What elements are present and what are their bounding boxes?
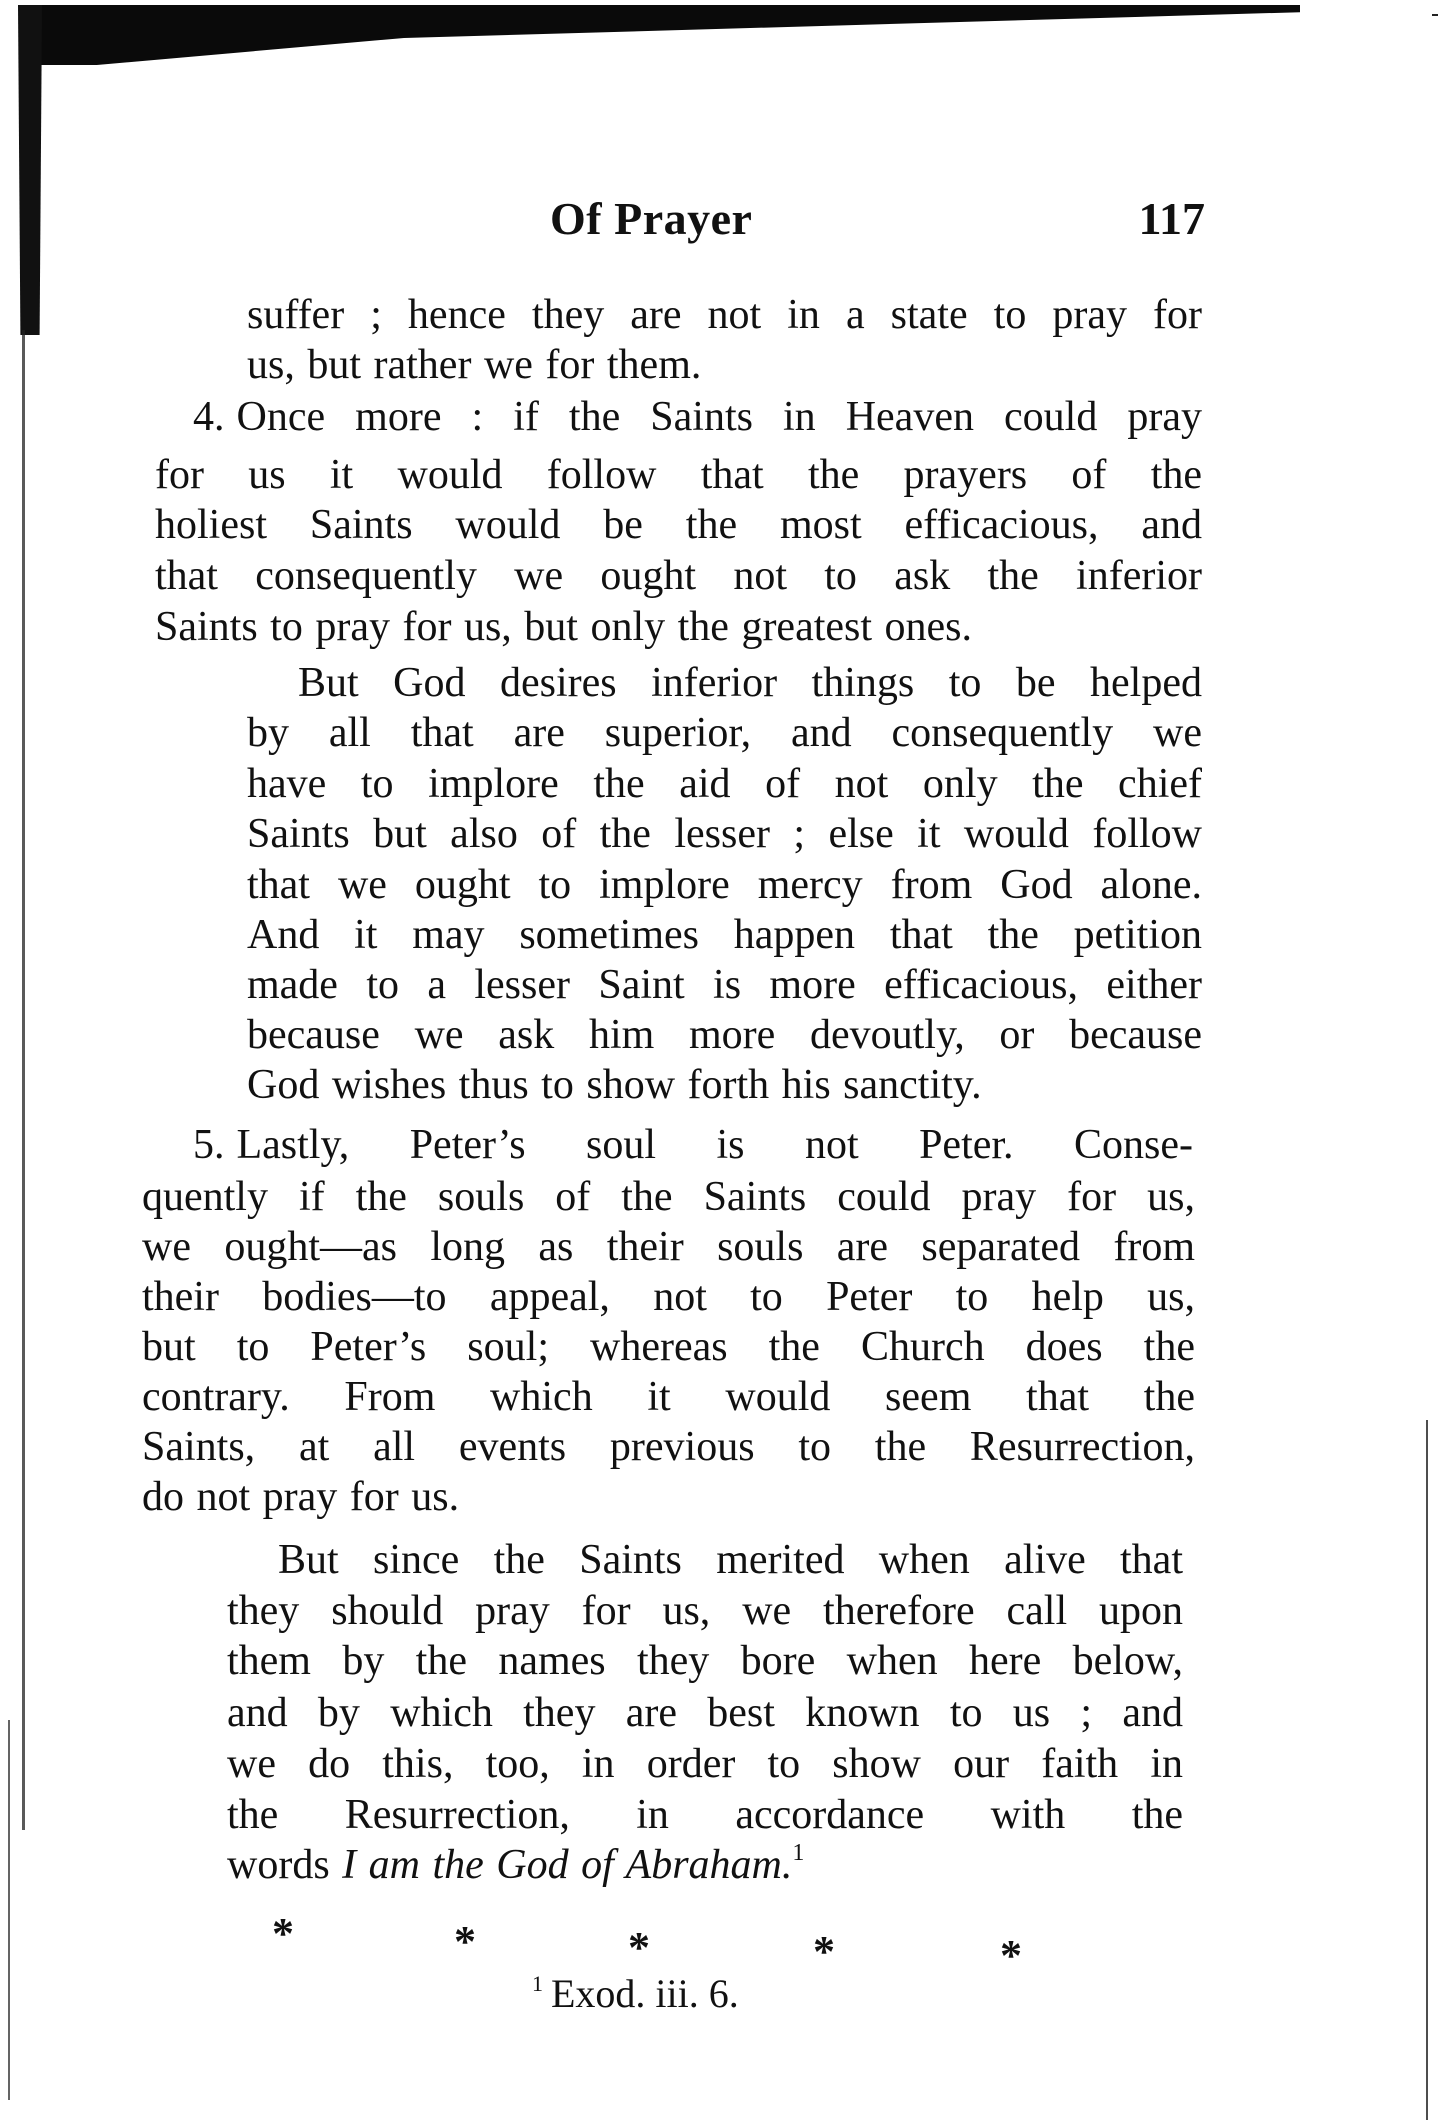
text-line: and by which they are best known to us ; and xyxy=(227,1690,1183,1736)
text-span: Lastly, Peter’s soul is not Peter. Conse- xyxy=(236,1122,1193,1168)
footnote-marker: 1 xyxy=(532,1971,543,1996)
scan-shadow-left xyxy=(18,5,42,335)
scan-edge-left xyxy=(22,330,25,1830)
scan-edge-right xyxy=(1426,1420,1428,2120)
text-line: them by the names they bore when here below, xyxy=(227,1638,1183,1684)
scan-edge-right-tick xyxy=(1432,14,1438,16)
text-span: words xyxy=(227,1842,343,1888)
point-number: 5. xyxy=(193,1122,225,1168)
text-line-numbered xyxy=(193,1120,1193,1170)
scan-shadow-top xyxy=(20,5,1300,65)
running-title: Of Prayer xyxy=(550,193,753,244)
text-line: quently if the souls of the Saints could pray for us, xyxy=(142,1174,1195,1220)
text-line: their bodies—to appeal, not to Peter to help us, xyxy=(142,1274,1195,1320)
section-break-asterisk: * xyxy=(813,1927,835,1976)
section-break-asterisk: * xyxy=(454,1917,476,1966)
text-line: have to implore the aid of not only the chief xyxy=(247,761,1202,807)
text-line: But God desires inferior things to be helped xyxy=(298,660,1202,706)
text-span: Once more : if the Saints in Heaven could pray xyxy=(236,394,1202,440)
text-line: God wishes thus to show forth his sanctity. xyxy=(247,1062,982,1108)
page-number: 117 xyxy=(1138,193,1205,244)
text-line: Saints, at all events previous to the Resurrection, xyxy=(142,1424,1195,1470)
text-line: because we ask him more devoutly, or because xyxy=(247,1012,1202,1058)
text-line-numbered xyxy=(193,392,1202,442)
footnote xyxy=(532,1972,739,2016)
text-line: that consequently we ought not to ask the inferior xyxy=(155,553,1202,599)
text-line: for us it would follow that the prayers of the xyxy=(155,452,1202,498)
text-line: we do this, too, in order to show our faith in xyxy=(227,1741,1183,1787)
text-line: contrary. From which it would seem that the xyxy=(142,1374,1195,1420)
text-line-final xyxy=(227,1840,1183,1890)
footnote-ref: 1 xyxy=(792,1840,805,1866)
section-break-asterisk: * xyxy=(272,1909,294,1958)
text-line: Saints but also of the lesser ; else it would follow xyxy=(247,811,1202,857)
point-number: 4. xyxy=(193,394,225,440)
text-line: they should pray for us, we therefore call upon xyxy=(227,1588,1183,1634)
text-line: do not pray for us. xyxy=(142,1474,460,1520)
text-line: the Resurrection, in accordance with the xyxy=(227,1792,1183,1838)
running-head xyxy=(150,192,1205,252)
scan-edge-left-lower xyxy=(8,1720,10,2100)
text-line: holiest Saints would be the most efficacious, and xyxy=(155,502,1202,548)
text-line: us, but rather we for them. xyxy=(247,342,702,388)
text-line: by all that are superior, and consequently we xyxy=(247,710,1202,756)
text-line: that we ought to implore mercy from God alone. xyxy=(247,862,1202,908)
italic-quotation: I am the God of Abraham. xyxy=(342,1842,793,1888)
section-break-asterisk: * xyxy=(628,1923,650,1972)
text-line: made to a lesser Saint is more efficacious, either xyxy=(247,962,1202,1008)
text-line: we ought—as long as their souls are separated from xyxy=(142,1224,1195,1270)
text-line: But since the Saints merited when alive that xyxy=(278,1537,1183,1583)
text-line: but to Peter’s soul; whereas the Church does the xyxy=(142,1324,1195,1370)
text-line: Saints to pray for us, but only the greatest ones. xyxy=(155,604,973,650)
section-break-asterisk: * xyxy=(1000,1931,1022,1980)
text-line: And it may sometimes happen that the petition xyxy=(247,912,1202,958)
footnote-text: Exod. iii. 6. xyxy=(551,1971,739,2016)
text-line: suffer ; hence they are not in a state to pray for xyxy=(247,292,1202,338)
